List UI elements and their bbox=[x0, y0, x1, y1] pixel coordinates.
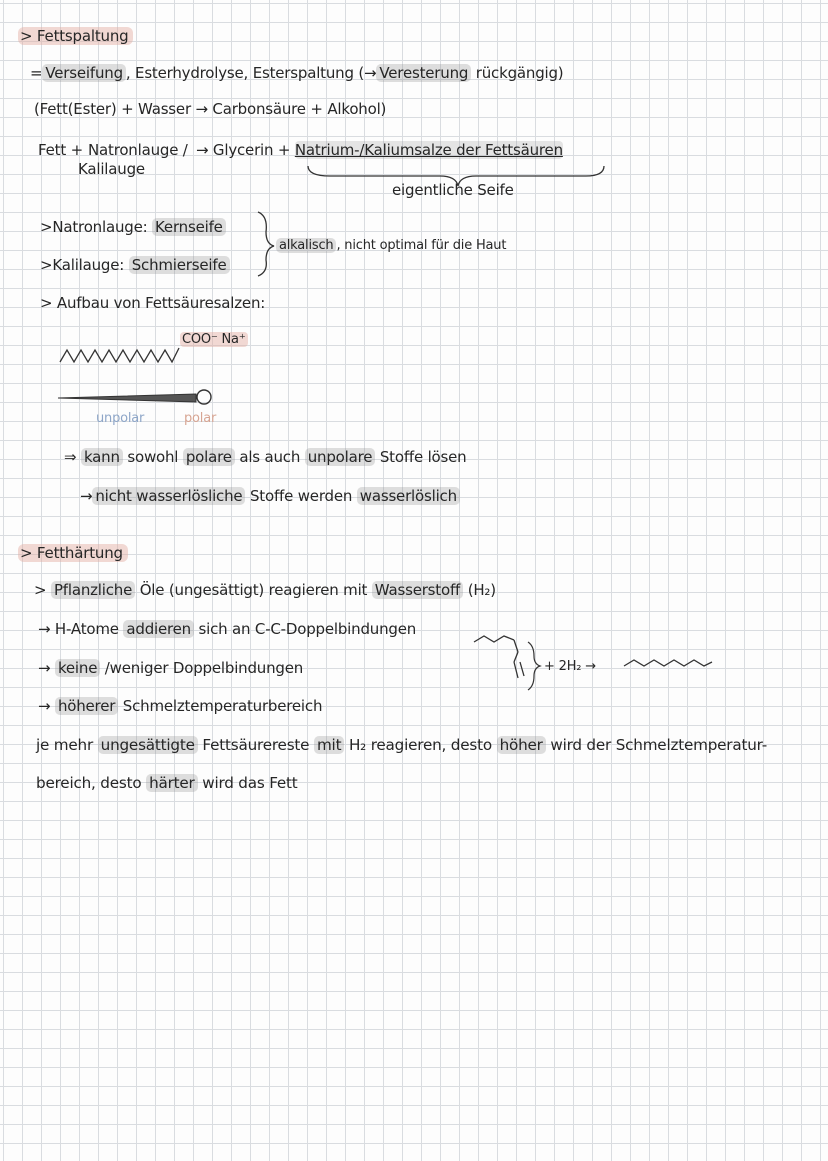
eq-salts: Natrium-/Kaliumsalze der Fettsäuren bbox=[294, 141, 563, 159]
s2-b: wird das Fett bbox=[197, 774, 298, 792]
natron-value: Kernseife bbox=[152, 218, 226, 236]
b2-end: sich an C-C-Doppelbindungen bbox=[193, 620, 417, 638]
eq-kalilauge: Kalilauge bbox=[78, 160, 145, 178]
kali-label: >Kalilauge: bbox=[40, 256, 125, 274]
summary-line-1 bbox=[36, 736, 767, 754]
brace-note-rest: , nicht optimal für die Haut bbox=[336, 238, 507, 253]
b4-end: Schmelztemperaturbereich bbox=[118, 697, 323, 715]
l1-sowohl: sowohl bbox=[122, 448, 183, 466]
s1-c: H₂ reagieren, desto bbox=[344, 736, 497, 754]
l1-kann: kann bbox=[81, 448, 123, 466]
formula-label: COO⁻ Na⁺ bbox=[182, 332, 246, 347]
s1-ungesaettigte: ungesättigte bbox=[98, 736, 198, 754]
s2-a: bereich, desto bbox=[36, 774, 147, 792]
reaction-brace bbox=[528, 642, 540, 690]
b3-end: /weniger Doppelbindungen bbox=[100, 659, 304, 677]
unpolar-label: unpolar bbox=[96, 411, 145, 426]
s1-hoeher: höher bbox=[497, 736, 546, 754]
s1-b: Fettsäurereste bbox=[197, 736, 314, 754]
b4-lead: → bbox=[38, 697, 55, 715]
b3-keine: keine bbox=[55, 659, 100, 677]
polar-label: polar bbox=[184, 411, 217, 426]
saturated-chain bbox=[624, 660, 712, 666]
l1-polare: polare bbox=[183, 448, 235, 466]
l2-arrow: → bbox=[80, 487, 93, 505]
def-tail: rückgängig) bbox=[471, 64, 564, 82]
eq-left: Fett + bbox=[38, 141, 83, 159]
l1-end: Stoffe lösen bbox=[375, 448, 467, 466]
l2-mid: Stoffe werden bbox=[245, 487, 357, 505]
eq-brace-label: eigentliche Seife bbox=[392, 181, 514, 199]
s1-a: je mehr bbox=[36, 736, 98, 754]
b2-addieren: addieren bbox=[123, 620, 194, 638]
natron-label: >Natronlauge: bbox=[40, 218, 148, 236]
chain-link bbox=[514, 652, 518, 662]
eq-natronlauge: Natronlauge / bbox=[88, 141, 188, 159]
s2-haerter: härter bbox=[146, 774, 198, 792]
summary-line-2 bbox=[36, 774, 298, 792]
double-bond-b2 bbox=[520, 662, 524, 676]
l1-arrow: ⇒ bbox=[64, 448, 81, 466]
b3-lead: → bbox=[38, 659, 55, 677]
l1-unpolare: unpolare bbox=[305, 448, 376, 466]
general-equation: (Fett(Ester) + Wasser → Carbonsäure + Alkohol) bbox=[34, 100, 387, 118]
brace-note-alkalisch: alkalisch bbox=[276, 238, 336, 253]
def-rest: , Esterhydrolyse, Esterspaltung ( bbox=[125, 64, 364, 82]
b1-mid: Öle (ungesättigt) reagieren mit bbox=[135, 581, 372, 599]
double-bond-b bbox=[514, 662, 518, 678]
reaction-label: + 2H₂ → bbox=[544, 659, 596, 674]
l2-wasserl: wasserlöslich bbox=[357, 487, 460, 505]
double-bond-a bbox=[514, 640, 518, 652]
aufbau-line: > Aufbau von Fettsäuresalzen: bbox=[40, 294, 266, 312]
kali-value: Schmierseife bbox=[129, 256, 230, 274]
b1-end: (H₂) bbox=[463, 581, 496, 599]
def-lead: = bbox=[30, 64, 43, 82]
heading-text: > Fettspaltung bbox=[18, 27, 133, 45]
heading-text-2: > Fetthärtung bbox=[18, 544, 128, 562]
b2-lead: → H-Atome bbox=[38, 620, 124, 638]
s1-d: wird der Schmelztemperatur- bbox=[545, 736, 767, 754]
eq-mid-text: → Glycerin + bbox=[196, 141, 295, 159]
def-veresterung: Veresterung bbox=[376, 64, 471, 82]
s1-mit: mit bbox=[314, 736, 344, 754]
b1-wasserstoff: Wasserstoff bbox=[372, 581, 463, 599]
b4-hoeher: höherer bbox=[55, 697, 118, 715]
b1-lead: > bbox=[34, 581, 51, 599]
def-arrow: → bbox=[364, 64, 377, 82]
b1-pflanzliche: Pflanzliche bbox=[51, 581, 135, 599]
unsaturated-chain-top bbox=[474, 636, 514, 642]
l2-nicht: nicht wasserlösliche bbox=[92, 487, 245, 505]
l1-als: als auch bbox=[234, 448, 305, 466]
def-verseifung: Verseifung bbox=[42, 64, 126, 82]
